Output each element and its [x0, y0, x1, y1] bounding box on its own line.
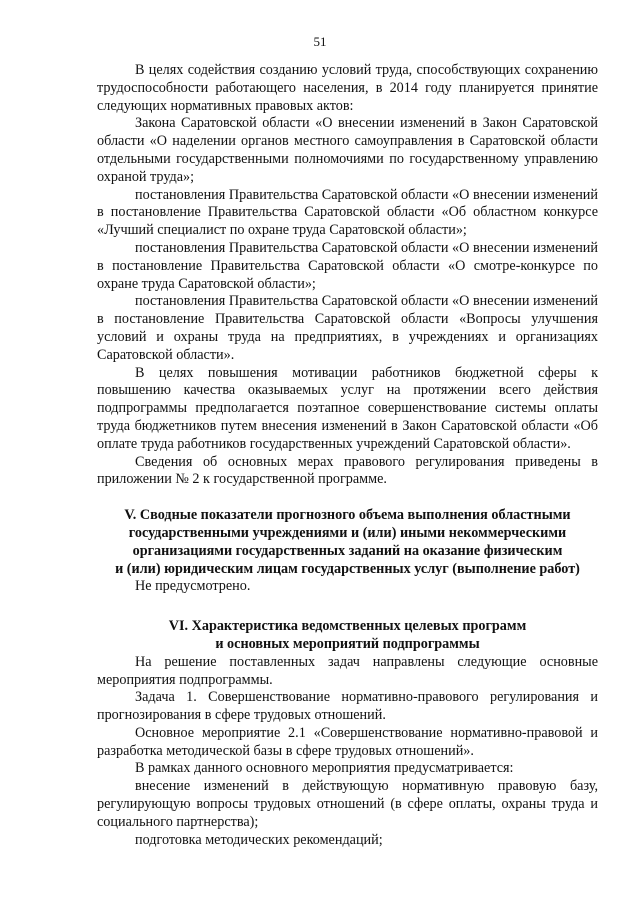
heading-line: государственными учреждениями и (или) иными некоммерческими — [128, 524, 567, 541]
paragraph: Сведения об основных мерах правового регулирования приведены в приложении № 2 к государственной программе. — [97, 453, 598, 488]
paragraph: подготовка методических рекомендаций; — [135, 831, 383, 848]
heading-line: и основных мероприятий подпрограммы — [215, 635, 480, 652]
section-heading — [97, 507, 598, 578]
paragraph: В целях повышения мотивации работников бюджетной сферы к повышению качества оказываемых услуг на протяжении всего действия подпрограммы предполагается поэтапное совершенствование системы оплаты труда бюджетников путем внесения изменений в Закон Саратовской области «Об оплате труда работников государственных учреждений Саратовской области». — [97, 364, 598, 452]
paragraph: постановления Правительства Саратовской области «О внесении изменений в постановление Правительства Саратовской области «Об областном конкурсе «Лучший специалист по охране труда Саратовской области»; — [97, 186, 598, 239]
paragraph: В рамках данного основного мероприятия предусматривается: — [135, 760, 514, 777]
paragraph: На решение поставленных задач направлены следующие основные мероприятия подпрограммы. — [97, 653, 598, 688]
page-number: 51 — [313, 34, 327, 49]
heading-line: и (или) юридическим лицам государственных услуг (выполнение работ) — [115, 560, 580, 577]
paragraph: внесение изменений в действующую нормативную правовую базу, регулирующую вопросы трудовых отношений (в сфере оплаты, охраны труда и социального партнерства); — [97, 778, 598, 830]
paragraph: постановления Правительства Саратовской области «О внесении изменений в постановление Правительства Саратовской области «Вопросы улучшения условий и охраны труда на предприятиях, в учреждениях и организациях Саратовской области». — [97, 293, 598, 363]
paragraph: Не предусмотрено. — [135, 578, 251, 595]
heading-line: VI. Характеристика ведомственных целевых программ — [168, 618, 527, 635]
section-heading — [97, 618, 598, 654]
page-body — [97, 62, 598, 849]
spacer — [97, 596, 598, 618]
paragraph: постановления Правительства Саратовской области «О внесении изменений в постановление Правительства Саратовской области «О смотре-конкурсе по охране труда Саратовской области»; — [97, 239, 598, 292]
heading-line: организациями государственных заданий на оказание физическим — [132, 542, 563, 559]
paragraph: Основное мероприятие 2.1 «Совершенствование нормативно-правовой и разработка методической базы в сфере трудовых отношений». — [97, 724, 598, 759]
paragraph: Задача 1. Совершенствование нормативно-правового регулирования и прогнозирования в сфере трудовых отношений. — [97, 689, 598, 724]
paragraph: В целях содействия созданию условий труда, способствующих сохранению трудоспособности работающего населения, в 2014 году планируется принятие следующих нормативных правовых актов: — [97, 62, 598, 114]
heading-line: V. Сводные показатели прогнозного объема выполнения областными — [124, 507, 571, 524]
spacer — [97, 489, 598, 507]
paragraph: Закона Саратовской области «О внесении изменений в Закон Саратовской области «О наделении органов местного самоуправления в Саратовской области отдельными государственными полномочиями по государственному управлению охраной труда»; — [97, 115, 598, 185]
